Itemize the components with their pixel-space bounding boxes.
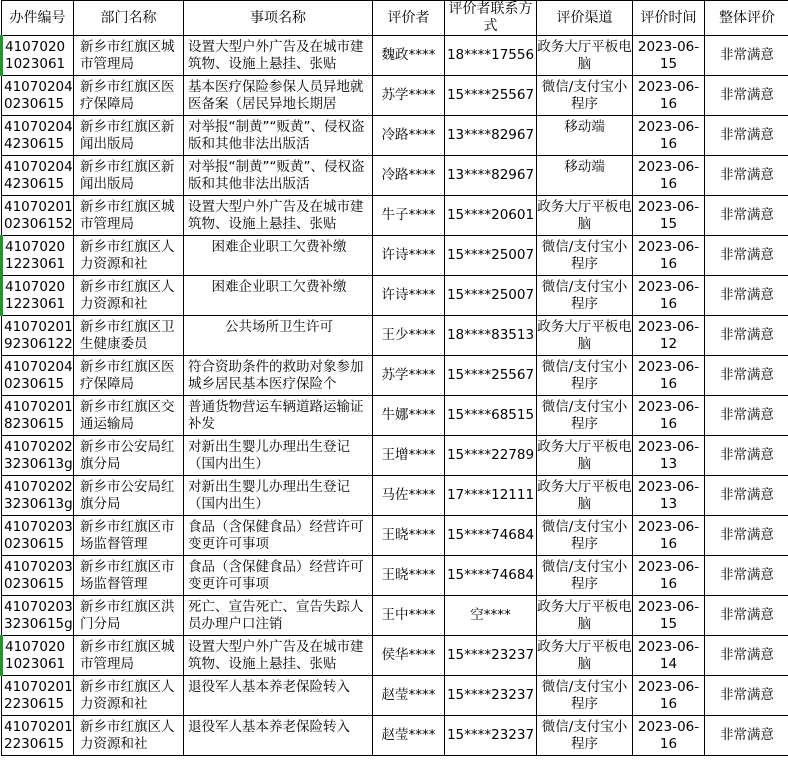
table-row[interactable] bbox=[2, 316, 788, 356]
cell-id[interactable]: 410702033230615g bbox=[2, 596, 74, 636]
cell-channel[interactable]: 微信/支付宝小程序 bbox=[537, 516, 633, 556]
table-row[interactable] bbox=[2, 36, 788, 76]
cell-name[interactable]: 王少**** bbox=[373, 316, 445, 356]
cell-id[interactable]: 410702044230615 bbox=[2, 116, 74, 156]
cell-time[interactable]: 2023-06-12 bbox=[633, 316, 705, 356]
cell-name[interactable]: 苏学**** bbox=[373, 356, 445, 396]
cell-channel[interactable]: 微信/支付宝小程序 bbox=[537, 276, 633, 316]
cell-phone[interactable]: 13****82967 bbox=[445, 116, 537, 156]
cell-name[interactable]: 王中**** bbox=[373, 596, 445, 636]
cell-channel[interactable]: 移动端 bbox=[537, 116, 633, 156]
cell-eval[interactable]: 非常满意 bbox=[705, 36, 788, 76]
cell-item[interactable]: 困难企业职工欠费补缴 bbox=[184, 276, 373, 316]
cell-name[interactable]: 牛娜**** bbox=[373, 396, 445, 436]
cell-time[interactable]: 2023-06-15 bbox=[633, 196, 705, 236]
cell-channel[interactable]: 微信/支付宝小程序 bbox=[537, 676, 633, 716]
table-row[interactable] bbox=[2, 196, 788, 236]
cell-channel[interactable]: 政务大厅平板电脑 bbox=[537, 196, 633, 236]
cell-phone[interactable]: 15****68515 bbox=[445, 396, 537, 436]
cell-id[interactable]: 41070201223061 bbox=[2, 236, 74, 276]
cell-dept[interactable]: 新乡市红旗区城市管理局 bbox=[74, 196, 184, 236]
cell-phone[interactable]: 18****83513 bbox=[445, 316, 537, 356]
cell-dept[interactable]: 新乡市公安局红旗分局 bbox=[74, 476, 184, 516]
cell-time[interactable]: 2023-06-16 bbox=[633, 676, 705, 716]
table-row[interactable] bbox=[2, 716, 788, 756]
cell-phone[interactable]: 17****12111 bbox=[445, 476, 537, 516]
cell-dept[interactable]: 新乡市红旗区城市管理局 bbox=[74, 636, 184, 676]
cell-eval[interactable]: 非常满意 bbox=[705, 116, 788, 156]
header-dept: 部门名称 bbox=[74, 1, 184, 36]
cell-phone[interactable]: 15****25007 bbox=[445, 276, 537, 316]
cell-item[interactable]: 食品（含保健食品）经营许可变更许可事项 bbox=[184, 516, 373, 556]
cell-name[interactable]: 马佐**** bbox=[373, 476, 445, 516]
cell-time[interactable]: 2023-06-16 bbox=[633, 116, 705, 156]
cell-phone[interactable]: 15****22789 bbox=[445, 436, 537, 476]
cell-item[interactable]: 对举报“制黄”“贩黄”、侵权盗版和其他非法出版活 bbox=[184, 116, 373, 156]
cell-id[interactable]: 410702040230615 bbox=[2, 76, 74, 116]
cell-phone[interactable]: 13****82967 bbox=[445, 156, 537, 196]
cell-eval[interactable]: 非常满意 bbox=[705, 436, 788, 476]
header-phone: 评价者联系方式 bbox=[445, 1, 537, 36]
table-row[interactable] bbox=[2, 356, 788, 396]
cell-dept[interactable]: 新乡市公安局红旗分局 bbox=[74, 436, 184, 476]
cell-id[interactable]: 410702044230615 bbox=[2, 156, 74, 196]
cell-name[interactable]: 牛子**** bbox=[373, 196, 445, 236]
cell-channel[interactable]: 微信/支付宝小程序 bbox=[537, 356, 633, 396]
cell-id[interactable]: 410702023230613g bbox=[2, 476, 74, 516]
cell-eval[interactable]: 非常满意 bbox=[705, 76, 788, 116]
header-channel: 评价渠道 bbox=[537, 1, 633, 36]
cell-name[interactable]: 侯华**** bbox=[373, 636, 445, 676]
cell-eval[interactable]: 非常满意 bbox=[705, 556, 788, 596]
cell-phone[interactable]: 15****74684 bbox=[445, 556, 537, 596]
header-row bbox=[2, 1, 788, 36]
cell-eval[interactable]: 非常满意 bbox=[705, 356, 788, 396]
table-row[interactable] bbox=[2, 236, 788, 276]
cell-id[interactable]: 41070201023061 bbox=[2, 36, 74, 76]
cell-dept[interactable]: 新乡市红旗区人力资源和社 bbox=[74, 716, 184, 756]
cell-name[interactable]: 赵莹**** bbox=[373, 676, 445, 716]
cell-dept[interactable]: 新乡市红旗区新闻出版局 bbox=[74, 156, 184, 196]
cell-time[interactable]: 2023-06-16 bbox=[633, 356, 705, 396]
cell-eval[interactable]: 非常满意 bbox=[705, 316, 788, 356]
cell-id[interactable]: 410702012230615 bbox=[2, 716, 74, 756]
cell-name[interactable]: 冷路**** bbox=[373, 156, 445, 196]
cell-item[interactable]: 死亡、宣告死亡、宣告失踪人员办理户口注销 bbox=[184, 596, 373, 636]
table-row[interactable] bbox=[2, 436, 788, 476]
cell-eval[interactable]: 非常满意 bbox=[705, 716, 788, 756]
cell-item[interactable]: 退役军人基本养老保险转入 bbox=[184, 676, 373, 716]
cell-channel[interactable]: 微信/支付宝小程序 bbox=[537, 76, 633, 116]
header-eval: 整体评价 bbox=[705, 1, 788, 36]
cell-eval[interactable]: 非常满意 bbox=[705, 196, 788, 236]
cell-dept[interactable]: 新乡市红旗区人力资源和社 bbox=[74, 676, 184, 716]
cell-dept[interactable]: 新乡市红旗区人力资源和社 bbox=[74, 236, 184, 276]
header-name: 评价者 bbox=[373, 1, 445, 36]
cell-channel[interactable]: 微信/支付宝小程序 bbox=[537, 556, 633, 596]
cell-channel[interactable]: 政务大厅平板电脑 bbox=[537, 316, 633, 356]
cell-item[interactable]: 设置大型户外广告及在城市建筑物、设施上悬挂、张贴 bbox=[184, 636, 373, 676]
cell-name[interactable]: 王增**** bbox=[373, 436, 445, 476]
cell-eval[interactable]: 非常满意 bbox=[705, 516, 788, 556]
cell-phone[interactable]: 15****20601 bbox=[445, 196, 537, 236]
cell-channel[interactable]: 政务大厅平板电脑 bbox=[537, 436, 633, 476]
cell-dept[interactable]: 新乡市红旗区医疗保障局 bbox=[74, 76, 184, 116]
cell-id[interactable]: 410702030230615 bbox=[2, 516, 74, 556]
cell-phone[interactable]: 空**** bbox=[445, 596, 537, 636]
cell-name[interactable]: 许诗**** bbox=[373, 236, 445, 276]
cell-item[interactable]: 食品（含保健食品）经营许可变更许可事项 bbox=[184, 556, 373, 596]
cell-time[interactable]: 2023-06-16 bbox=[633, 516, 705, 556]
cell-name[interactable]: 冷路**** bbox=[373, 116, 445, 156]
cell-time[interactable]: 2023-06-16 bbox=[633, 156, 705, 196]
table-row[interactable] bbox=[2, 276, 788, 316]
cell-eval[interactable]: 非常满意 bbox=[705, 156, 788, 196]
cell-dept[interactable]: 新乡市红旗区城市管理局 bbox=[74, 36, 184, 76]
cell-eval[interactable]: 非常满意 bbox=[705, 276, 788, 316]
cell-dept[interactable]: 新乡市红旗区洪门分局 bbox=[74, 596, 184, 636]
cell-item[interactable]: 对新出生婴儿办理出生登记（国内出生） bbox=[184, 436, 373, 476]
table-row[interactable] bbox=[2, 76, 788, 116]
table-row[interactable] bbox=[2, 516, 788, 556]
cell-channel[interactable]: 政务大厅平板电脑 bbox=[537, 636, 633, 676]
cell-id[interactable]: 41070201023061 bbox=[2, 636, 74, 676]
cell-item[interactable]: 符合资助条件的救助对象参加城乡居民基本医疗保险个 bbox=[184, 356, 373, 396]
table-row[interactable] bbox=[2, 116, 788, 156]
cell-phone[interactable]: 15****23237 bbox=[445, 636, 537, 676]
cell-name[interactable]: 王晓**** bbox=[373, 556, 445, 596]
cell-channel[interactable]: 政务大厅平板电脑 bbox=[537, 476, 633, 516]
cell-phone[interactable]: 15****23237 bbox=[445, 676, 537, 716]
cell-time[interactable]: 2023-06-16 bbox=[633, 276, 705, 316]
table-row[interactable] bbox=[2, 556, 788, 596]
cell-id[interactable]: 4107020102306152 bbox=[2, 196, 74, 236]
cell-time[interactable]: 2023-06-13 bbox=[633, 436, 705, 476]
header-time: 评价时间 bbox=[633, 1, 705, 36]
table-row[interactable] bbox=[2, 156, 788, 196]
header-id: 办件编号 bbox=[2, 1, 74, 36]
table-body bbox=[2, 36, 788, 756]
cell-item[interactable]: 公共场所卫生许可 bbox=[184, 316, 373, 356]
cell-item[interactable]: 对举报“制黄”“贩黄”、侵权盗版和其他非法出版活 bbox=[184, 156, 373, 196]
cell-id[interactable]: 41070201223061 bbox=[2, 276, 74, 316]
cell-phone[interactable]: 15****25007 bbox=[445, 236, 537, 276]
cell-dept[interactable]: 新乡市红旗区市场监督管理 bbox=[74, 516, 184, 556]
cell-name[interactable]: 苏学**** bbox=[373, 76, 445, 116]
cell-item[interactable]: 退役军人基本养老保险转入 bbox=[184, 716, 373, 756]
cell-name[interactable]: 许诗**** bbox=[373, 276, 445, 316]
cell-time[interactable]: 2023-06-16 bbox=[633, 236, 705, 276]
cell-item[interactable]: 设置大型户外广告及在城市建筑物、设施上悬挂、张贴 bbox=[184, 36, 373, 76]
cell-dept[interactable]: 新乡市红旗区医疗保障局 bbox=[74, 356, 184, 396]
cell-time[interactable]: 2023-06-16 bbox=[633, 76, 705, 116]
cell-eval[interactable]: 非常满意 bbox=[705, 396, 788, 436]
cell-time[interactable]: 2023-06-16 bbox=[633, 396, 705, 436]
cell-id[interactable]: 4107020192306122 bbox=[2, 316, 74, 356]
cell-id[interactable]: 410702023230613g bbox=[2, 436, 74, 476]
cell-dept[interactable]: 新乡市红旗区市场监督管理 bbox=[74, 556, 184, 596]
cell-time[interactable]: 2023-06-14 bbox=[633, 636, 705, 676]
cell-dept[interactable]: 新乡市红旗区交通运输局 bbox=[74, 396, 184, 436]
cell-channel[interactable]: 微信/支付宝小程序 bbox=[537, 236, 633, 276]
cell-time[interactable]: 2023-06-15 bbox=[633, 36, 705, 76]
cell-id[interactable]: 410702030230615 bbox=[2, 556, 74, 596]
table-row[interactable] bbox=[2, 676, 788, 716]
cell-time[interactable]: 2023-06-13 bbox=[633, 476, 705, 516]
cell-channel[interactable]: 移动端 bbox=[537, 156, 633, 196]
cell-eval[interactable]: 非常满意 bbox=[705, 236, 788, 276]
cell-phone[interactable]: 15****25567 bbox=[445, 356, 537, 396]
cell-item[interactable]: 困难企业职工欠费补缴 bbox=[184, 236, 373, 276]
cell-channel[interactable]: 政务大厅平板电脑 bbox=[537, 36, 633, 76]
table-row[interactable] bbox=[2, 636, 788, 676]
cell-dept[interactable]: 新乡市红旗区新闻出版局 bbox=[74, 116, 184, 156]
cell-time[interactable]: 2023-06-16 bbox=[633, 556, 705, 596]
cell-eval[interactable]: 非常满意 bbox=[705, 476, 788, 516]
cell-channel[interactable]: 政务大厅平板电脑 bbox=[537, 596, 633, 636]
table-row[interactable] bbox=[2, 476, 788, 516]
cell-eval[interactable]: 非常满意 bbox=[705, 636, 788, 676]
cell-eval[interactable]: 非常满意 bbox=[705, 596, 788, 636]
header-item: 事项名称 bbox=[184, 1, 373, 36]
table-row[interactable] bbox=[2, 396, 788, 436]
cell-phone[interactable]: 15****74684 bbox=[445, 516, 537, 556]
cell-channel[interactable]: 微信/支付宝小程序 bbox=[537, 716, 633, 756]
cell-id[interactable]: 410702012230615 bbox=[2, 676, 74, 716]
cell-id[interactable]: 410702040230615 bbox=[2, 356, 74, 396]
cell-item[interactable]: 普通货物营运车辆道路运输证补发 bbox=[184, 396, 373, 436]
cell-time[interactable]: 2023-06-16 bbox=[633, 716, 705, 756]
cell-time[interactable]: 2023-06-15 bbox=[633, 596, 705, 636]
cell-phone[interactable]: 15****23237 bbox=[445, 716, 537, 756]
cell-eval[interactable]: 非常满意 bbox=[705, 676, 788, 716]
cell-name[interactable]: 魏政**** bbox=[373, 36, 445, 76]
table-row[interactable] bbox=[2, 596, 788, 636]
cell-name[interactable]: 王晓**** bbox=[373, 516, 445, 556]
cell-item[interactable]: 对新出生婴儿办理出生登记（国内出生） bbox=[184, 476, 373, 516]
cell-phone[interactable]: 15****25567 bbox=[445, 76, 537, 116]
cell-channel[interactable]: 微信/支付宝小程序 bbox=[537, 396, 633, 436]
cell-dept[interactable]: 新乡市红旗区人力资源和社 bbox=[74, 276, 184, 316]
cell-item[interactable]: 设置大型户外广告及在城市建筑物、设施上悬挂、张贴 bbox=[184, 196, 373, 236]
cell-phone[interactable]: 18****17556 bbox=[445, 36, 537, 76]
cell-name[interactable]: 赵莹**** bbox=[373, 716, 445, 756]
cell-id[interactable]: 410702018230615 bbox=[2, 396, 74, 436]
cell-dept[interactable]: 新乡市红旗区卫生健康委员 bbox=[74, 316, 184, 356]
cell-item[interactable]: 基本医疗保险参保人员异地就医备案（居民异地长期居 bbox=[184, 76, 373, 116]
